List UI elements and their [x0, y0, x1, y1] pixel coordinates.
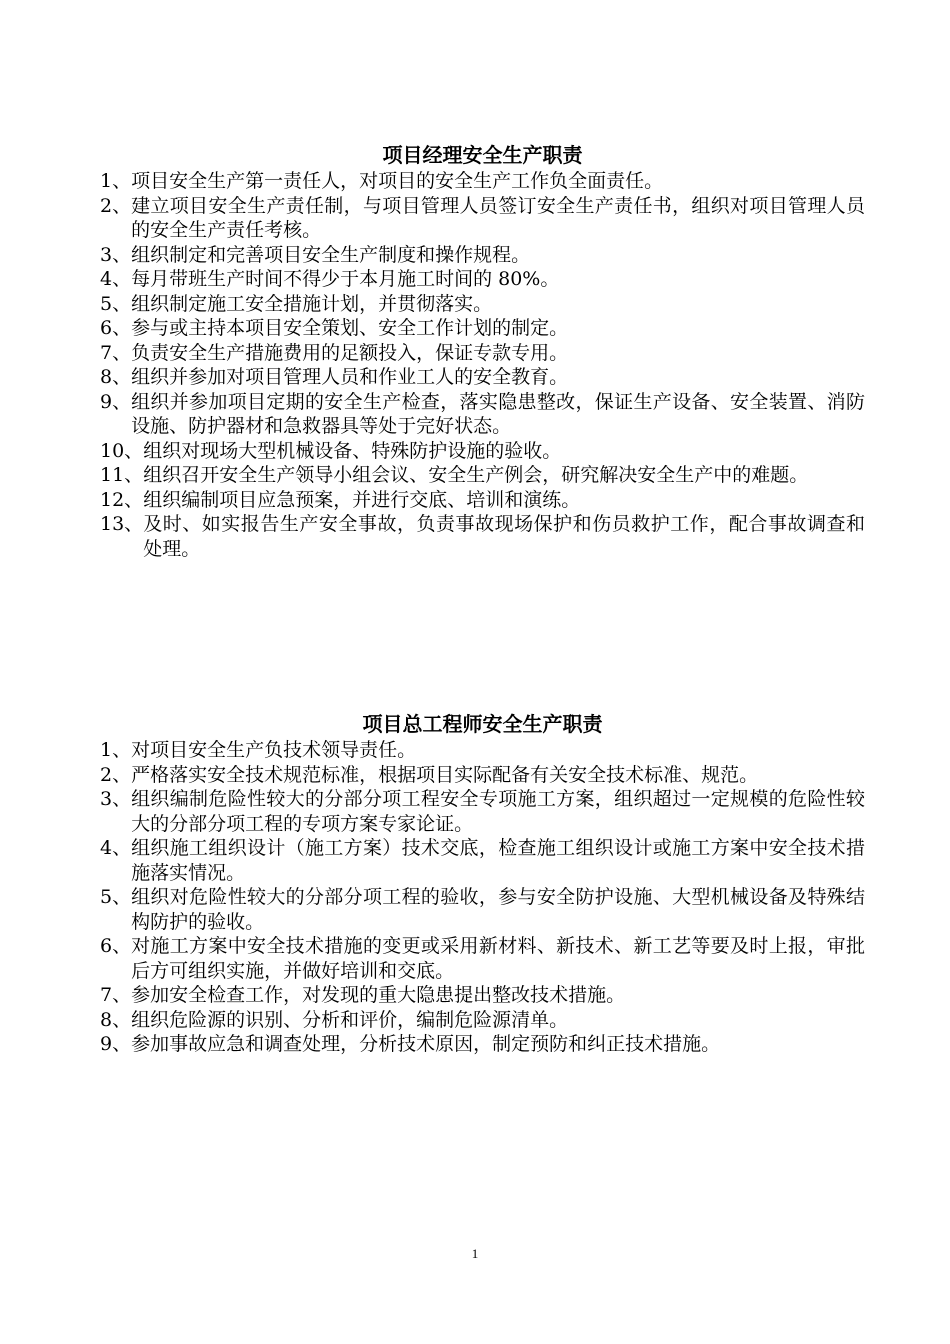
item-text: 组织并参加项目定期的安全生产检查，落实隐患整改，保证生产设备、安全装置、消防设施、防护器材和急救器具等处于完好状态。: [131, 390, 865, 437]
list-item: [100, 983, 865, 1008]
page-number: 1: [471, 1246, 479, 1261]
section-project-manager: [100, 141, 865, 561]
list-item: [100, 738, 865, 763]
item-text: 组织危险源的识别、分析和评价，编制危险源清单。: [131, 1008, 569, 1031]
list-item: [100, 169, 865, 194]
item-number: 11、: [100, 464, 144, 486]
item-number: 3、: [100, 243, 132, 266]
list-item: [100, 1008, 865, 1033]
item-number: 2、: [100, 763, 132, 786]
item-number: 9、: [100, 390, 132, 413]
list-item: [100, 463, 865, 488]
item-number: 12、: [100, 488, 144, 511]
item-number: 1、: [100, 170, 132, 192]
list-item: [100, 390, 865, 439]
item-number: 8、: [100, 1008, 132, 1031]
list-item: [100, 194, 865, 243]
item-number: 5、: [100, 886, 132, 908]
item-text: 及时、如实报告生产安全事故，负责事故现场保护和伤员救护工作，配合事故调查和处理。: [143, 513, 865, 560]
item-number: 4、: [100, 837, 132, 859]
item-number: 7、: [100, 341, 132, 364]
section-title: 项目总工程师安全生产职责: [362, 712, 603, 736]
section-title: 项目经理安全生产职责: [382, 143, 583, 167]
item-number: 8、: [100, 366, 132, 388]
item-text: 严格落实安全技术规范标准，根据项目实际配备有关安全技术标准、规范。: [131, 763, 759, 786]
list-item: [100, 787, 865, 836]
list-item: [100, 267, 865, 292]
list-item: [100, 512, 865, 561]
item-number: 9、: [100, 1033, 132, 1055]
item-text: 组织制定施工安全措施计划，并贯彻落实。: [131, 292, 493, 315]
item-number: 5、: [100, 292, 132, 315]
item-text: 组织对危险性较大的分部分项工程的验收，参与安全防护设施、大型机械设备及特殊结构防护的验收。: [131, 886, 865, 933]
list-item: [100, 1032, 865, 1057]
item-text: 参加安全检查工作，对发现的重大隐患提出整改技术措施。: [131, 984, 626, 1006]
item-number: 13、: [100, 513, 144, 535]
item-text: 负责安全生产措施费用的足额投入，保证专款专用。: [131, 341, 569, 364]
list-item: [100, 763, 865, 788]
list-item: [100, 292, 865, 317]
duty-list: [100, 169, 865, 561]
item-text: 每月带班生产时间不得少于本月施工时间的 80%。: [131, 268, 560, 290]
item-text: 组织召开安全生产领导小组会议、安全生产例会，研究解决安全生产中的难题。: [143, 464, 809, 486]
list-item: [100, 243, 865, 268]
item-number: 6、: [100, 317, 132, 339]
item-text: 组织对现场大型机械设备、特殊防护设施的验收。: [143, 439, 562, 462]
item-number: 2、: [100, 194, 132, 217]
duty-list: [100, 738, 865, 1057]
item-number: 10、: [100, 439, 144, 462]
item-text: 组织并参加对项目管理人员和作业工人的安全教育。: [131, 366, 569, 388]
section-chief-engineer: [100, 710, 865, 1057]
list-item: [100, 439, 865, 464]
item-text: 对项目安全生产负技术领导责任。: [131, 739, 417, 761]
item-text: 组织编制项目应急预案，并进行交底、培训和演练。: [143, 488, 581, 511]
item-text: 项目安全生产第一责任人，对项目的安全生产工作负全面责任。: [131, 170, 664, 192]
item-number: 4、: [100, 268, 132, 290]
list-item: [100, 341, 865, 366]
list-item: [100, 488, 865, 513]
list-item: [100, 934, 865, 983]
item-text: 建立项目安全生产责任制，与项目管理人员签订安全生产责任书，组织对项目管理人员的安全生产责任考核。: [131, 194, 865, 241]
list-item: [100, 836, 865, 885]
item-number: 1、: [100, 739, 132, 761]
item-text: 组织编制危险性较大的分部分项工程安全专项施工方案，组织超过一定规模的危险性较大的分部分项工程的专项方案专家论证。: [131, 788, 865, 835]
item-text: 参与或主持本项目安全策划、安全工作计划的制定。: [131, 317, 569, 339]
list-item: [100, 316, 865, 341]
list-item: [100, 365, 865, 390]
item-text: 组织制定和完善项目安全生产制度和操作规程。: [131, 243, 531, 266]
item-number: 6、: [100, 935, 132, 957]
item-number: 7、: [100, 984, 132, 1006]
item-number: 3、: [100, 788, 132, 810]
list-item: [100, 885, 865, 934]
item-text: 组织施工组织设计（施工方案）技术交底，检查施工组织设计或施工方案中安全技术措施落实情况。: [131, 837, 865, 884]
item-text: 参加事故应急和调查处理，分析技术原因，制定预防和纠正技术措施。: [131, 1033, 721, 1055]
item-text: 对施工方案中安全技术措施的变更或采用新材料、新技术、新工艺等要及时上报，审批后方可组织实施，并做好培训和交底。: [131, 935, 865, 982]
